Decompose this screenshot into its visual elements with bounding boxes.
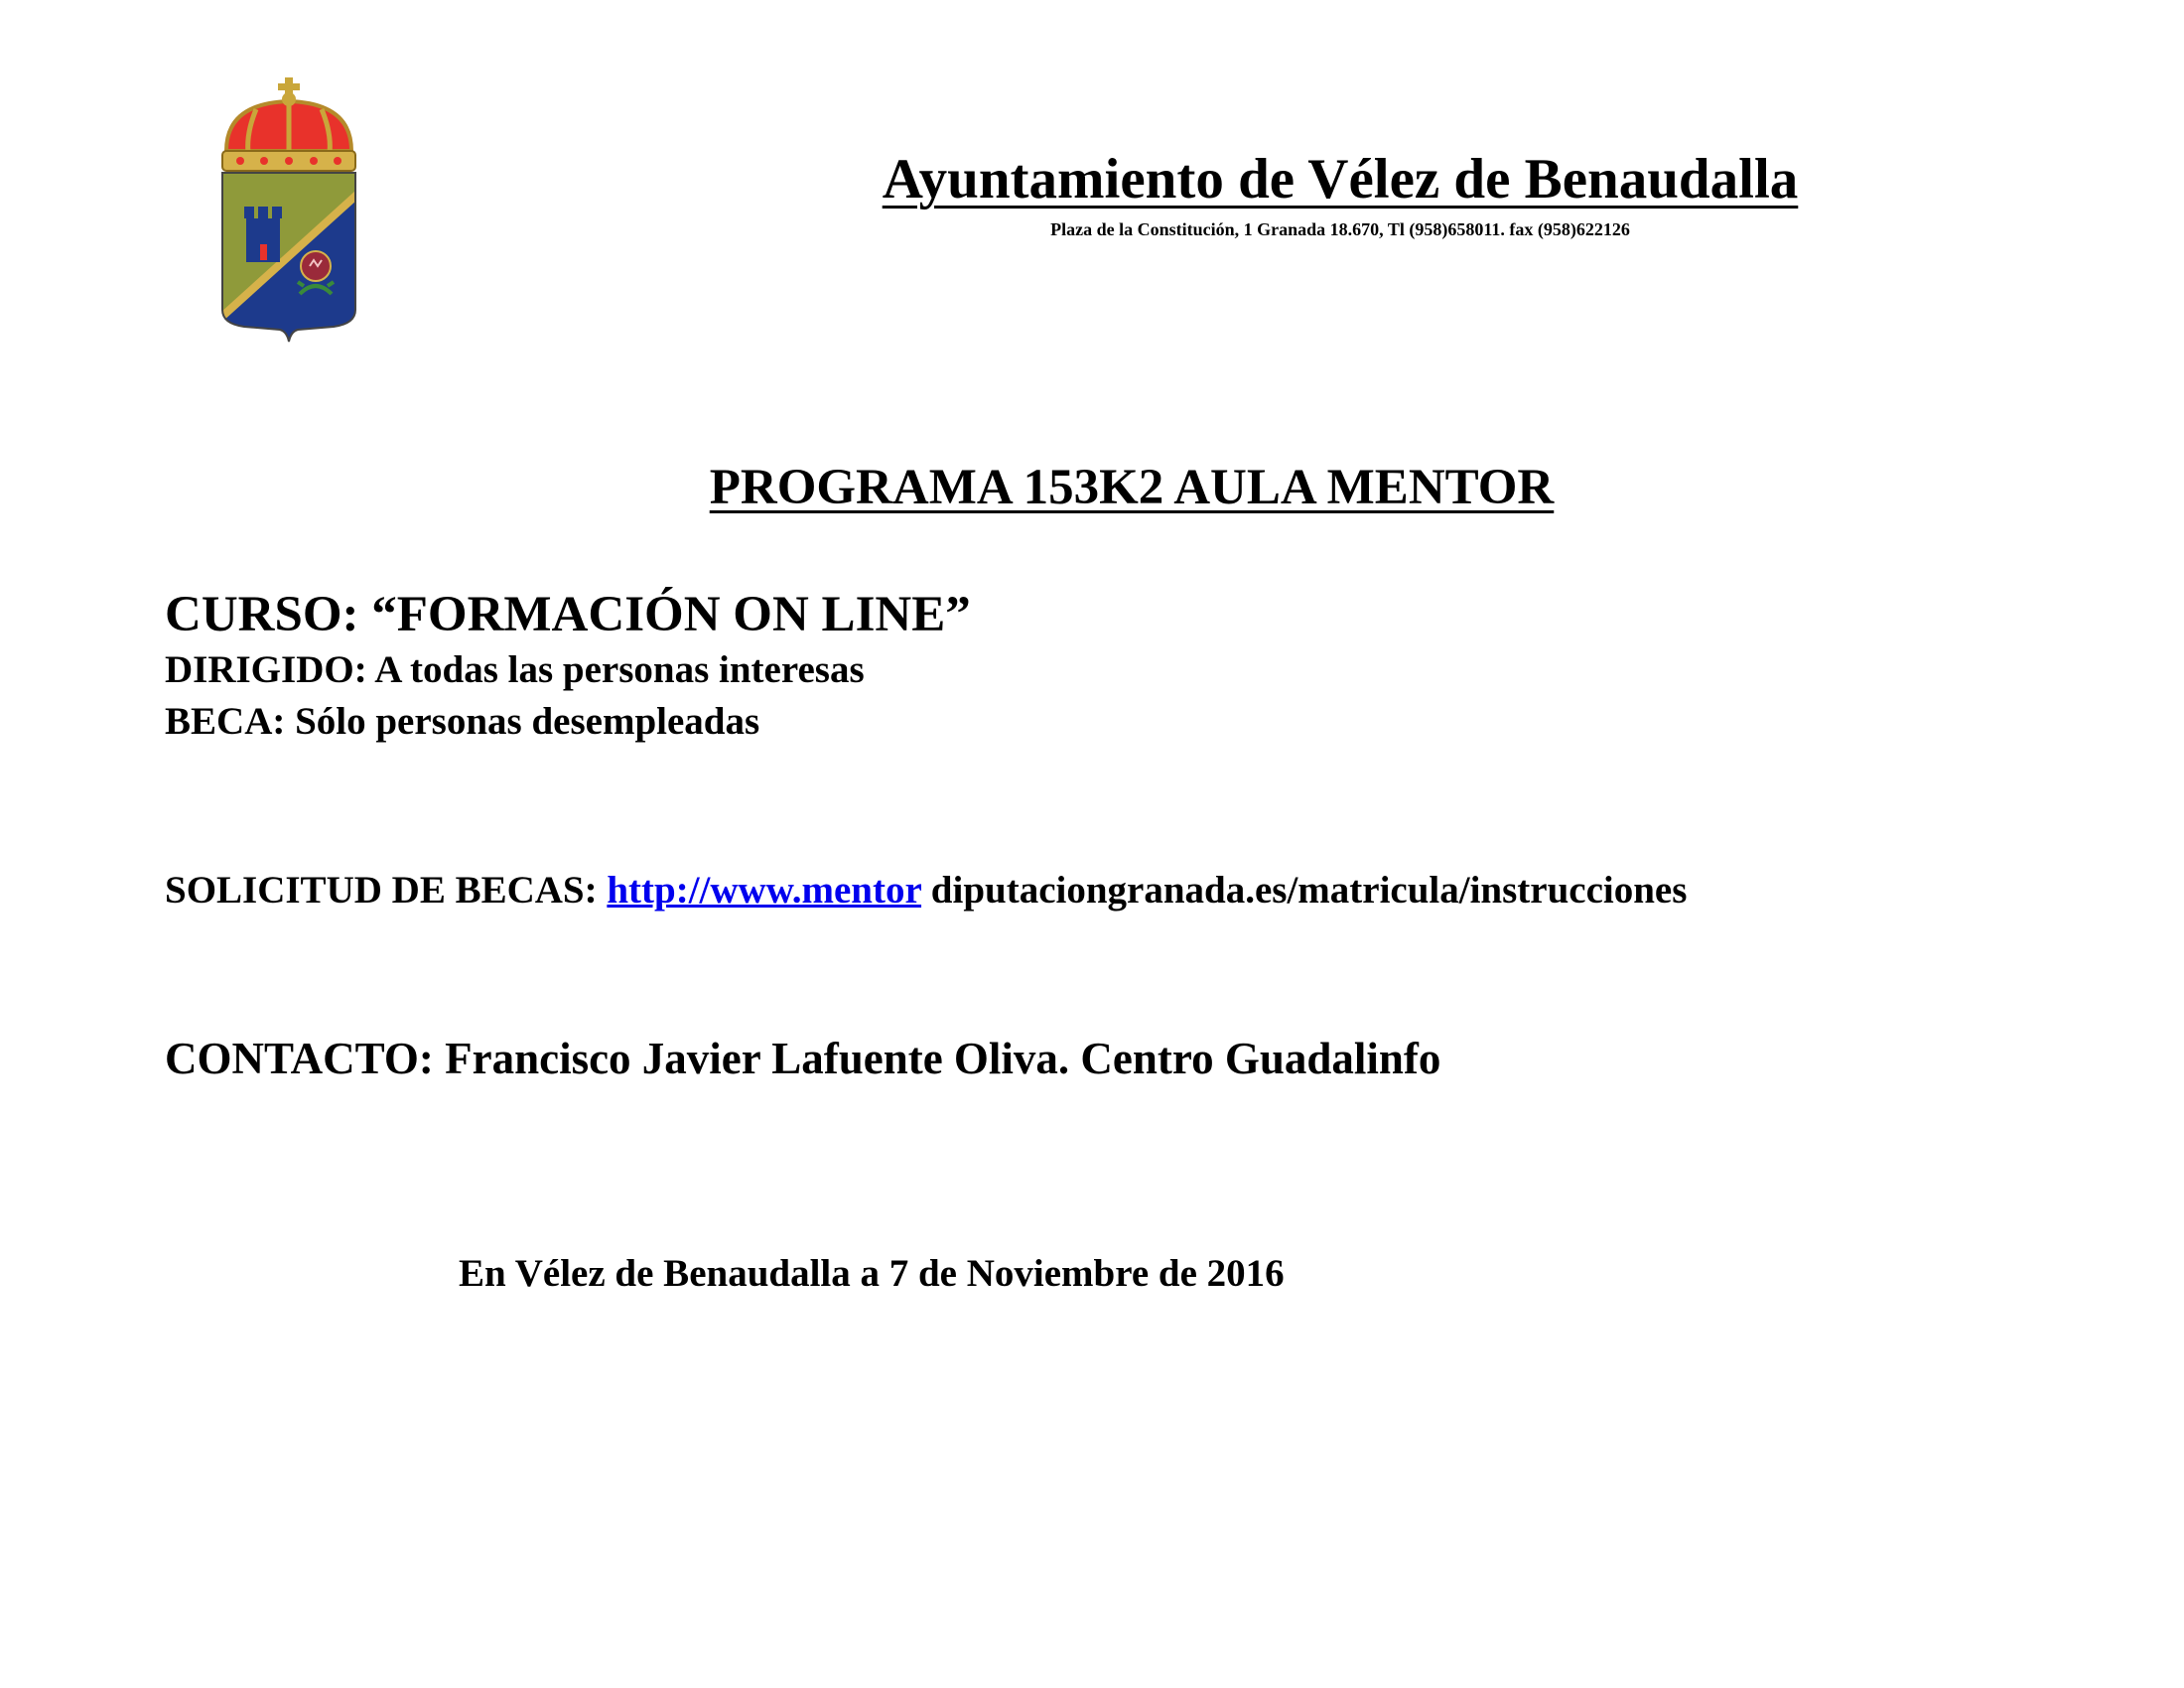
crest-cross-horizontal — [278, 83, 300, 90]
beca-label: BECA: — [165, 700, 286, 744]
scholarship-application — [165, 868, 1687, 913]
contact-line: CONTACTO: Francisco Javier Lafuente Oliva. Centro Guadalinfo — [165, 1034, 1441, 1083]
shield — [216, 169, 361, 348]
page-title: Ayuntamiento de Vélez de Benaudalla — [882, 148, 1799, 211]
mentor-link[interactable]: http://www.mentor — [607, 869, 922, 912]
dirigido-label: DIRIGIDO: — [165, 647, 367, 691]
course-name: CURSO: “FORMACIÓN ON LINE” — [165, 587, 971, 642]
castle-door — [260, 244, 267, 260]
beca-value: Sólo personas desempleadas — [295, 700, 760, 744]
pomegranate-icon — [301, 251, 331, 281]
dirigido-value: A todas las personas interesas — [374, 647, 865, 691]
letterhead — [695, 149, 1985, 240]
program-title: PROGRAMA 153K2 AULA MENTOR — [709, 460, 1555, 515]
solicitud-label: SOLICITUD DE BECAS: — [165, 869, 598, 912]
course-info — [165, 586, 2051, 749]
date-line: En Vélez de Benaudalla a 7 de Noviembre de 2016 — [459, 1252, 1285, 1295]
address-line: Plaza de la Constitución, 1 Granada 18.670, Tl (958)658011. fax (958)622126 — [1050, 218, 1630, 239]
crown-orb — [282, 92, 296, 106]
municipal-coat-of-arms-icon — [216, 73, 361, 350]
solicitud-url-rest: diputaciongranada.es/matricula/instrucciones — [930, 869, 1688, 912]
scholarship-info — [165, 696, 2051, 749]
target-audience — [165, 644, 2051, 697]
